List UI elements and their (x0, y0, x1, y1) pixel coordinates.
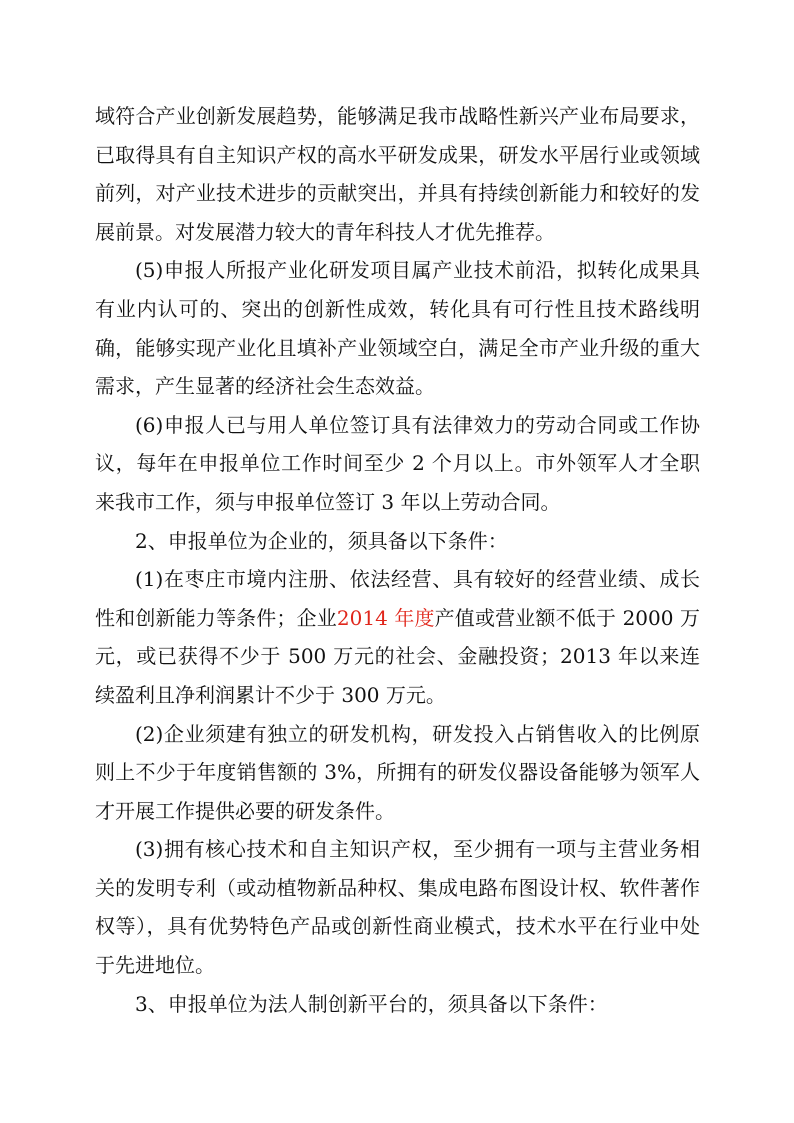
paragraph-item-5: (5)申报人所报产业化研发项目属产业技术前沿，拟转化成果具有业内认可的、突出的创新性成效，转化具有可行性且技术路线明确，能够实现产业化且填补产业领域空白，满足全市产业升级的重大需求，产生显著的经济社会生态效益。 (95, 258, 700, 399)
text-segment: 产值或营业额不低于 2000 万元，或已获得不少于 500 万元的社会、金融投资；2013 年以来连续盈利且净利润累计不少于 300 万元。 (95, 605, 700, 707)
section-heading-3: 3、申报单位为法人制创新平台的，须具备以下条件： (135, 991, 608, 1016)
document-page (95, 97, 700, 1023)
section-heading-2: 2、申报单位为企业的，须具备以下条件： (135, 528, 508, 553)
paragraph-section2-item-2: (2)企业须建有独立的研发机构，研发投入占销售收入的比例原则上不少于年度销售额的 3%，所拥有的研发仪器设备能够为领军人才开展工作提供必要的研发条件。 (95, 721, 700, 823)
paragraph-section2-item-1 (95, 560, 700, 714)
paragraph-item-6: (6)申报人已与用人单位签订具有法律效力的劳动合同或工作协议，每年在申报单位工作时间至少 2 个月以上。市外领军人才全职来我市工作，须与申报单位签订 3 年以上劳动合同。 (95, 412, 700, 514)
paragraph-continued: 域符合产业创新发展趋势，能够满足我市战略性新兴产业布局要求，已取得具有自主知识产权的高水平研发成果，研发水平居行业或领域前列，对产业技术进步的贡献突出，并具有持续创新能力和较好的发展前景。对发展潜力较大的青年科技人才优先推荐。 (95, 104, 700, 244)
text-segment: (1)在枣庄市境内注册、依法经营、具有较好的经营业绩、成长性和创新能力等条件；企业 (95, 567, 700, 630)
paragraph-section2-item-3: (3)拥有核心技术和自主知识产权，至少拥有一项与主营业务相关的发明专利（或动植物新品种权、集成电路布图设计权、软件著作权等），具有优势特色产品或创新性商业模式，技术水平在行业中处于先进地位。 (95, 837, 700, 978)
highlighted-year: 2014 年度 (336, 605, 435, 630)
